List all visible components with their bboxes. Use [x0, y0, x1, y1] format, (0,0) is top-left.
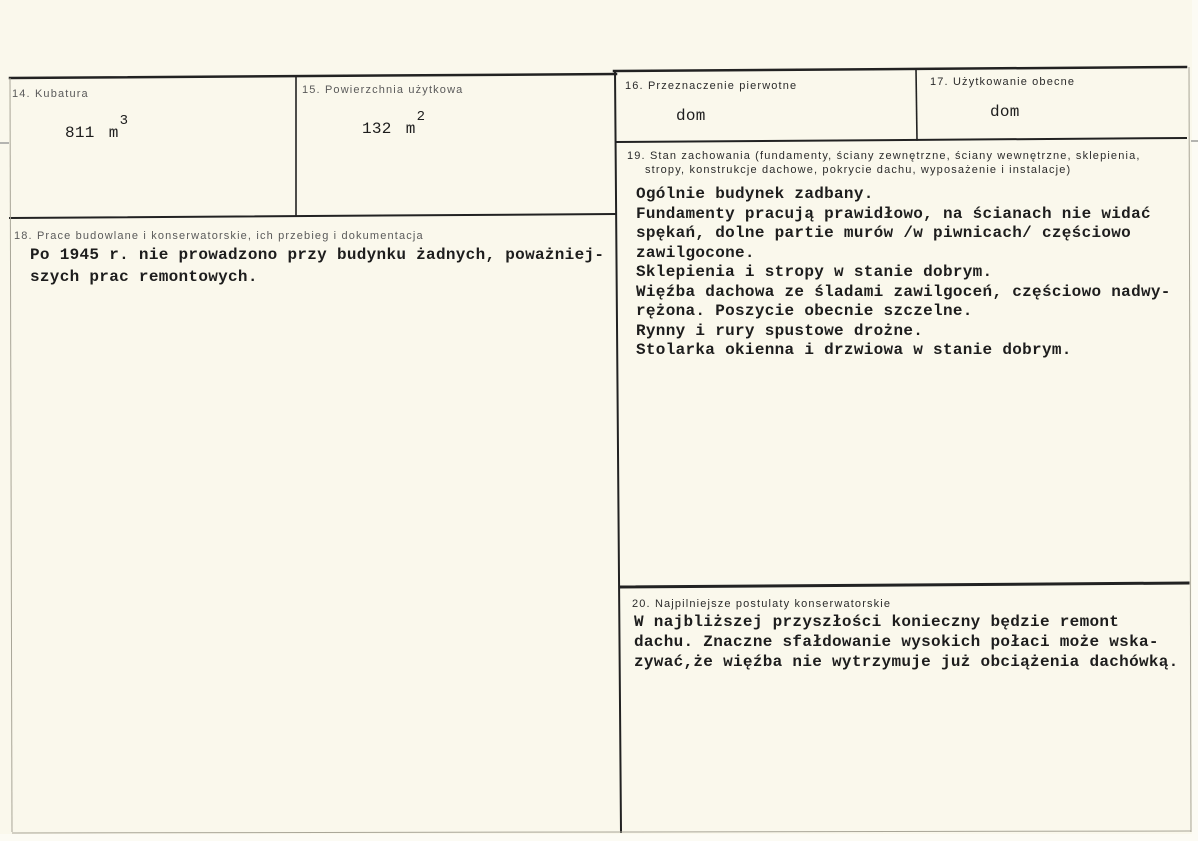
- field-14-exponent: 3: [119, 113, 129, 129]
- field-17-value: dom: [990, 103, 1020, 121]
- field-18-line: Po 1945 r. nie prowadzono przy budynku żadnych, poważniej-: [30, 246, 605, 264]
- field-14-value: [65, 113, 129, 142]
- field-16-label: 16. Przeznaczenie pierwotne: [625, 80, 798, 92]
- field-19-line: Więźba dachowa ze śladami zawilgoceń, częściowo nadwy-: [636, 282, 1171, 301]
- field-15-value: [362, 109, 426, 138]
- field-19-line: zawilgocone.: [636, 243, 755, 262]
- rule-row-16-17-bottom: [616, 138, 1186, 142]
- field-18-line: szych prac remontowych.: [30, 268, 258, 286]
- rule-top-left: [10, 74, 616, 78]
- field-20-text: [634, 612, 1179, 672]
- field-19-label-line: 19. Stan zachowania (fundamenty, ściany zewnętrzne, ściany wewnętrzne, sklepienia,: [627, 150, 1141, 162]
- card-edge-left: [10, 78, 12, 832]
- rule-top-right: [614, 67, 1186, 71]
- field-19-line: Sklepienia i stropy w stanie dobrym.: [636, 263, 993, 281]
- field-19-text: [636, 185, 1171, 361]
- field-20-line: dachu. Znaczne sfałdowanie wysokich połaci może wska-: [634, 633, 1159, 651]
- field-15-unit: m: [405, 120, 416, 138]
- field-20-line: W najbliższej przyszłości konieczny będzie remont: [634, 613, 1120, 631]
- field-14-label: 14. Kubatura: [12, 88, 89, 100]
- card-edge-right: [1189, 67, 1191, 832]
- rule-row-14-15-bottom: [10, 214, 615, 218]
- field-19-line: spękań, dolne partie murów /w piwnicach/ częściowo: [636, 224, 1132, 242]
- field-19-line: Ogólnie budynek zadbany.: [636, 185, 874, 203]
- field-14-unit: m: [108, 124, 119, 142]
- rule-row-19-20: [620, 583, 1188, 587]
- field-15-label: 15. Powierzchnia użytkowa: [302, 84, 464, 96]
- field-20-line: zywać,że więźba nie wytrzymuje już obciążenia dachówką.: [634, 653, 1179, 671]
- field-19-label-line: stropy, konstrukcje dachowe, pokrycie dachu, wyposażenie i instalacje): [645, 164, 1072, 176]
- field-16-value: dom: [676, 107, 706, 125]
- field-18-label: 18. Prace budowlane i konserwatorskie, ich przebieg i dokumentacja: [14, 230, 424, 242]
- field-19-line: rężona. Poszycie obecnie szczelne.: [636, 302, 973, 320]
- field-20-label: 20. Najpilniejsze postulaty konserwatorskie: [632, 598, 892, 610]
- field-19-line: Fundamenty pracują prawidłowo, na ścianach nie widać: [636, 204, 1151, 223]
- field-15-exponent: 2: [416, 109, 426, 125]
- field-19-label: [627, 150, 1141, 177]
- field-18-text: [30, 244, 604, 288]
- field-14-number: 811: [65, 124, 95, 142]
- field-19-line: Stolarka okienna i drzwiowa w stanie dobrym.: [636, 341, 1072, 359]
- card-edge-bottom: [12, 831, 1191, 833]
- rule-divider-main: [615, 71, 621, 832]
- field-17-label: 17. Użytkowanie obecne: [930, 76, 1076, 88]
- field-15-number: 132: [362, 120, 392, 138]
- rule-divider-16-17: [916, 69, 917, 140]
- field-19-line: Rynny i rury spustowe drożne.: [636, 321, 924, 340]
